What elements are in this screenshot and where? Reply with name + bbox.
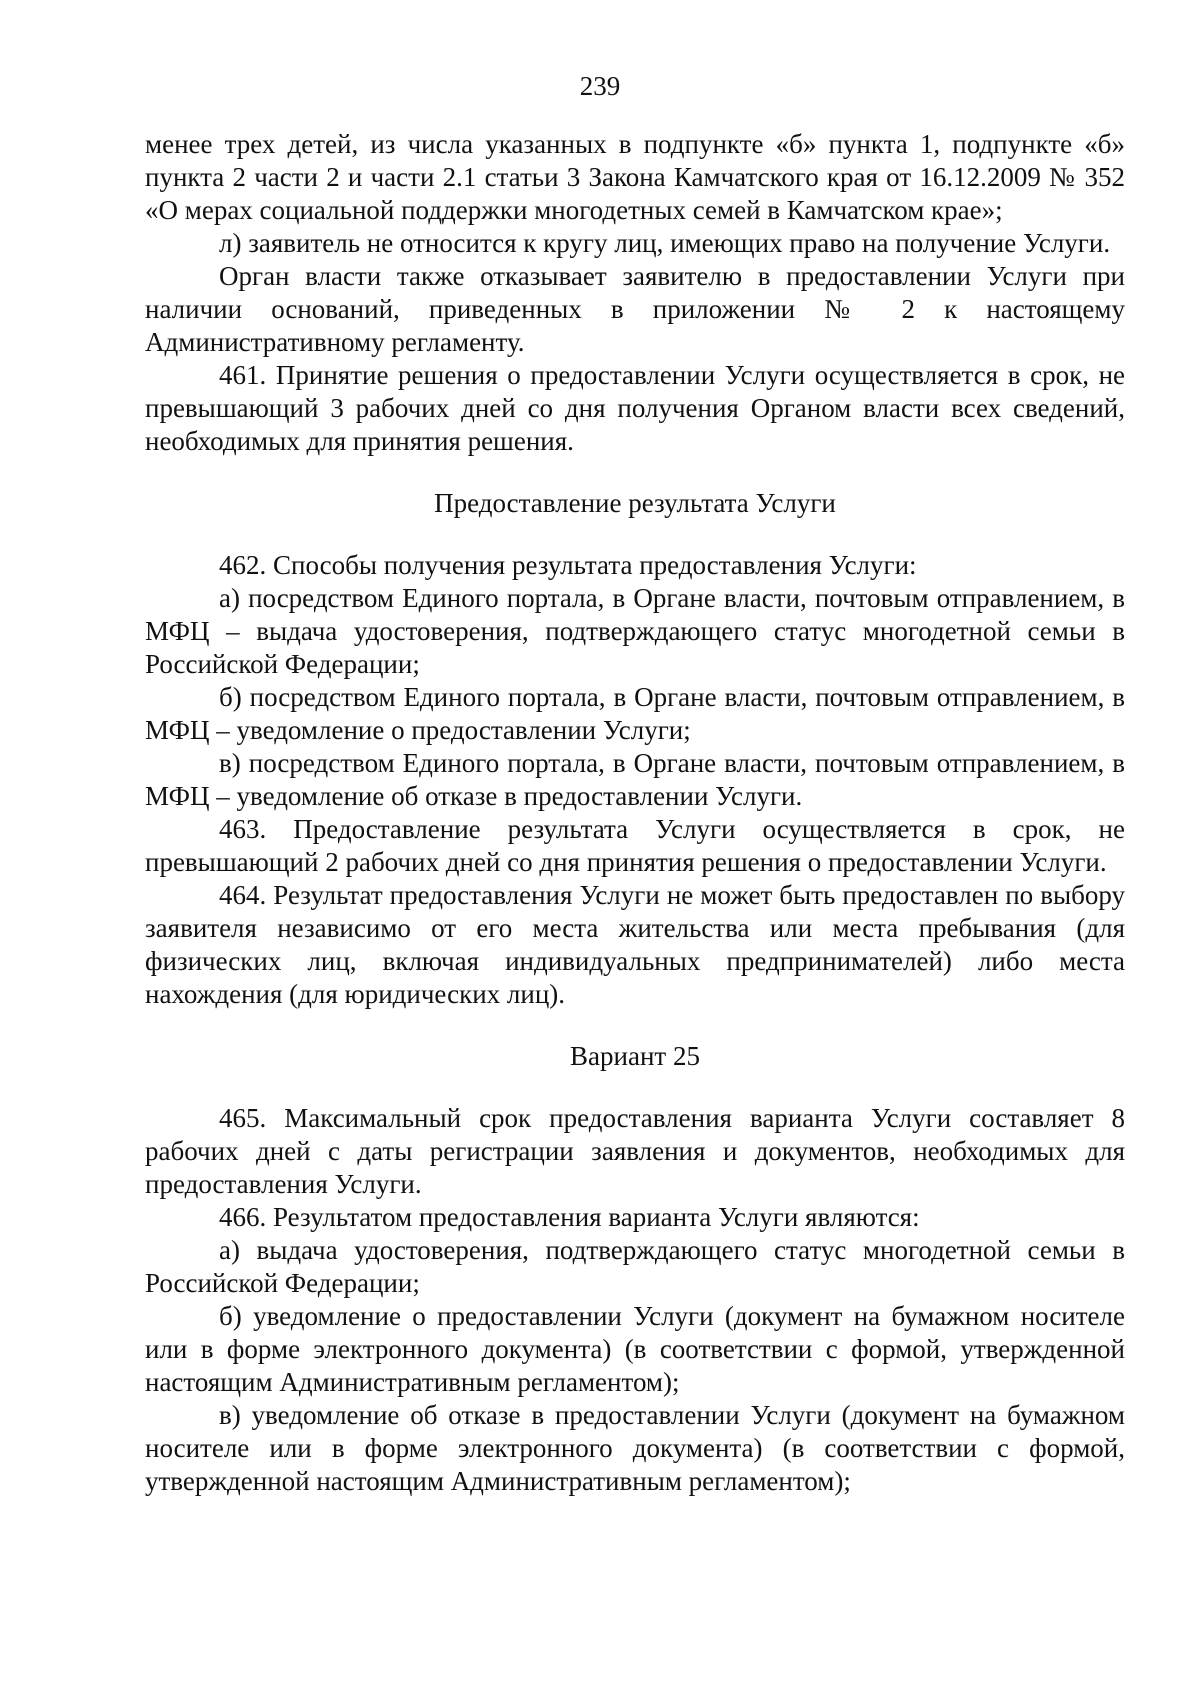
paragraph-item-l: л) заявитель не относится к кругу лиц, имеющих право на получение Услуги. xyxy=(219,228,1111,258)
section-heading-result: Предоставление результата Услуги xyxy=(434,488,836,518)
paragraph-465: 465. Максимальный срок предоставления варианта Услуги составляет 8 рабочих дней с даты регистрации заявления и документов, необходимых для предоставления Услуги. xyxy=(145,1103,1125,1199)
paragraph-462-a: а) посредством Единого портала, в Органе власти, почтовым отправлением, в МФЦ – выдача удостоверения, подтверждающего статус многодетной семьи в Российской Федерации; xyxy=(145,583,1125,679)
paragraph-464: 464. Результат предоставления Услуги не может быть предоставлен по выбору заявителя независимо от его места жительства или места пребывания (для физических лиц, включая индивидуальных предпринимателей) либо места нахождения (для юридических лиц). xyxy=(145,880,1125,1009)
paragraph-462-v: в) посредством Единого портала, в Органе власти, почтовым отправлением, в МФЦ – уведомление об отказе в предоставлении Услуги. xyxy=(145,748,1125,811)
paragraph-466: 466. Результатом предоставления варианта Услуги являются: xyxy=(219,1202,920,1232)
paragraph-461: 461. Принятие решения о предоставлении Услуги осуществляется в срок, не превышающий 3 рабочих дней со дня получения Органом власти всех сведений, необходимых для принятия решения. xyxy=(145,360,1125,456)
paragraph-466-b: б) уведомление о предоставлении Услуги (документ на бумажном носителе или в форме электронного документа) (в соответствии с формой, утвержденной настоящим Административным регламентом); xyxy=(145,1301,1125,1397)
page-number: 239 xyxy=(579,71,621,101)
paragraph-462: 462. Способы получения результата предоставления Услуги: xyxy=(219,550,917,580)
paragraph-463: 463. Предоставление результата Услуги осуществляется в срок, не превышающий 2 рабочих дней со дня принятия решения о предоставлении Услуги. xyxy=(145,814,1125,877)
paragraph-continuation: менее трех детей, из числа указанных в подпункте «б» пункта 1, подпункте «б» пункта 2 части 2 и части 2.1 статьи 3 Закона Камчатского края от 16.12.2009 № 352 «О мерах социальной поддержки многодетных семей в Камчатском крае»; xyxy=(145,129,1125,225)
paragraph-466-v: в) уведомление об отказе в предоставлении Услуги (документ на бумажном носителе или в форме электронного документа) (в соответствии с формой, утвержденной настоящим Административным регламентом); xyxy=(145,1400,1125,1496)
paragraph-466-a: а) выдача удостоверения, подтверждающего статус многодетной семьи в Российской Федерации; xyxy=(145,1235,1125,1298)
section-heading-variant-25: Вариант 25 xyxy=(570,1041,700,1071)
document-body xyxy=(145,128,1125,1498)
paragraph-462-b: б) посредством Единого портала, в Органе власти, почтовым отправлением, в МФЦ – уведомление о предоставлении Услуги; xyxy=(145,682,1125,745)
paragraph-refusal-grounds: Орган власти также отказывает заявителю в предоставлении Услуги при наличии оснований, приведенных в приложении № 2 к настоящему Административному регламенту. xyxy=(145,261,1125,357)
